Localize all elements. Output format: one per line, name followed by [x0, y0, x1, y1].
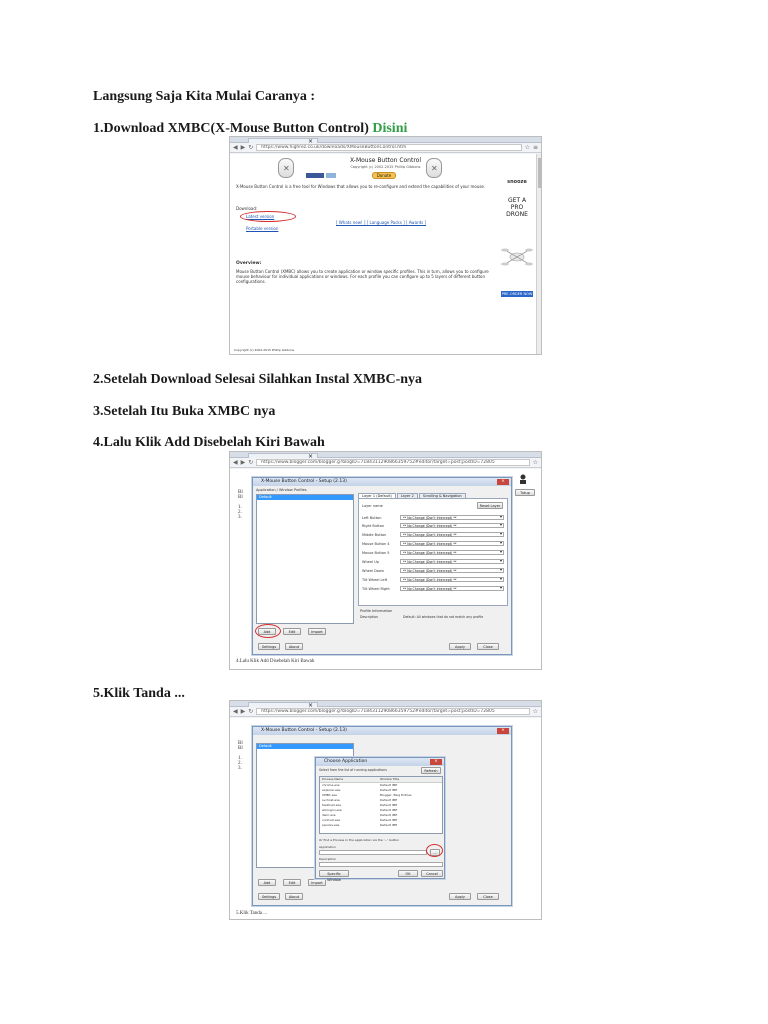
window-title: Default IME — [380, 813, 398, 817]
screenshot-caption: 5.Klik Tanda ... — [236, 911, 267, 916]
action-dropdown[interactable]: ** No Change (Don't Intercept) ** ▾ — [400, 586, 504, 591]
step-2-text: 2.Setelah Download Selesai Silahkan Instal XMBC-nya — [93, 372, 423, 387]
step-5-text: 5.Klik Tanda ... — [93, 686, 185, 701]
sub-dialog-title — [316, 758, 444, 766]
back-icon[interactable]: ◀ — [233, 707, 238, 715]
description-value: Default: All windows that do not match any profile — [403, 615, 484, 619]
close-icon[interactable]: × — [307, 138, 313, 145]
sub-dialog-title-text: Choose Application — [324, 759, 368, 764]
button-row-label: Right Button — [362, 524, 385, 528]
overview-heading: Overview: — [236, 261, 262, 266]
action-dropdown[interactable]: ** No Change (Don't Intercept) ** ▾ — [400, 550, 504, 555]
layer-name-label: Layer name — [362, 504, 383, 508]
copyright-text: Copyright (c) 2002-2015 Phillip Gibbons — [350, 165, 421, 169]
description-label: Description — [319, 857, 337, 861]
about-button[interactable]: About — [285, 643, 303, 650]
mouse-icon: ✕ — [278, 158, 294, 178]
browse-dots-button[interactable]: ... — [430, 849, 440, 856]
pre-order-button[interactable]: PRE-ORDER NOW — [501, 292, 533, 296]
button-row-label: Mouse Button 5 — [362, 551, 390, 555]
page-scrollbar[interactable] — [536, 154, 541, 354]
step-4-text: 4.Lalu Klik Add Disebelah Kiri Bawah — [93, 435, 325, 450]
close-icon[interactable]: × — [497, 728, 509, 734]
browser-tab[interactable] — [248, 453, 318, 458]
back-icon[interactable]: ◀ — [233, 458, 238, 466]
xmbc-website-screenshot — [229, 136, 542, 355]
edit-button[interactable]: Edit — [283, 628, 301, 635]
step-3-text: 3.Setelah Itu Buka XMBC nya — [93, 404, 276, 419]
close-icon[interactable]: × — [430, 759, 442, 765]
apply-button[interactable]: Apply — [449, 893, 471, 900]
close-button[interactable]: Close — [477, 893, 499, 900]
process-name: svchost.exe — [322, 798, 340, 802]
page-footer: Copyright (c) 2002-2015 Phillip Gibbons — [234, 348, 295, 352]
intro-text: Langsung Saja Kita Mulai Caranya : — [93, 89, 316, 104]
ad-line-2: PRO — [510, 204, 524, 211]
action-dropdown[interactable]: ** No Change (Don't Intercept) ** ▾ — [400, 532, 504, 537]
dialog-title — [253, 727, 511, 735]
highlight-circle — [240, 211, 296, 222]
action-dropdown[interactable]: ** No Change (Don't Intercept) ** ▾ — [400, 541, 504, 546]
add-button[interactable]: Add — [258, 879, 276, 886]
browser-tabstrip — [230, 137, 541, 143]
process-name: XMBC.exe — [322, 793, 338, 797]
apply-button[interactable]: Apply — [449, 643, 471, 650]
ad-line-3: DRONE — [506, 211, 528, 218]
process-name: dwm.exe — [322, 813, 336, 817]
process-name: explorer.exe — [322, 788, 341, 792]
browser-tabstrip — [230, 452, 541, 458]
browser-toolbar — [230, 707, 541, 717]
button-row-label: Left Button — [362, 516, 382, 520]
process-name: chrome.exe — [322, 783, 340, 787]
close-button[interactable]: Close — [477, 643, 499, 650]
page-title: X-Mouse Button Control — [349, 157, 422, 164]
refresh-button[interactable]: Refresh — [421, 767, 441, 774]
process-name: winlogon.exe — [322, 808, 342, 812]
drone-icon — [499, 232, 535, 282]
edit-button[interactable]: Edit — [283, 879, 301, 886]
forward-icon[interactable]: ▶ — [240, 143, 246, 151]
dialog-title — [253, 478, 511, 486]
browser-toolbar — [230, 143, 541, 153]
step-1-text — [93, 121, 407, 137]
window-title: Default IME — [380, 798, 398, 802]
button-row-label: Mouse Button 4 — [362, 542, 390, 546]
forward-icon[interactable]: ▶ — [240, 458, 246, 466]
overview-text: Mouse Button Control (XMBC) allows you to create application or window specific profiles. This in turn, allows you to configure mouse behaviour for individual applications or windows. For each profile you can configure up to 5 layers of different button configurations. — [236, 269, 489, 284]
application-label: Application — [319, 845, 336, 849]
star-icon[interactable]: ☆ — [532, 458, 538, 466]
description-input[interactable] — [319, 862, 443, 867]
download-section — [236, 206, 491, 231]
choose-application-dialog — [315, 757, 445, 882]
button-row-label: Tilt Wheel Right — [362, 587, 390, 591]
browser-tab[interactable] — [248, 138, 318, 143]
screenshot-caption: 4.Lalu Klik Add Disebelah Kiri Bawah — [236, 659, 315, 664]
reload-icon[interactable]: ↻ — [248, 143, 254, 151]
process-name: conhost.exe — [322, 818, 341, 822]
tab-layer-1[interactable]: Layer 1 (Default) — [358, 493, 396, 499]
profiles-label: Application / Window Profiles — [256, 488, 307, 492]
add-button[interactable]: Add — [258, 628, 276, 635]
xmbc-setup-dialog — [252, 477, 512, 655]
window-title: Default IME — [380, 783, 398, 787]
side-text-stub: Bl Bl 1. 2. 3. — [238, 741, 243, 771]
star-icon[interactable]: ☆ — [524, 143, 530, 151]
sub-heading: Select from the list of running applications — [319, 768, 387, 772]
address-bar[interactable]: https://www.blogger.com/blogger.g?blogID=7184311290866359752#editor/target=post;postID=72805 — [256, 459, 529, 466]
reset-layer-button[interactable]: Reset Layer — [477, 502, 503, 509]
button-row-label: Wheel Down — [362, 569, 384, 573]
download-link[interactable]: Disini — [372, 121, 408, 136]
publish-button[interactable]: Tutup — [515, 489, 535, 496]
browser-toolbar — [230, 458, 541, 468]
action-dropdown[interactable]: ** No Change (Don't Intercept) ** ▾ — [400, 515, 504, 520]
tab-layer-2[interactable]: Layer 2 — [397, 493, 418, 499]
browser-tabstrip — [230, 701, 541, 707]
browse-hint: Or find a Process in the application via the '...' button — [319, 838, 400, 842]
reload-icon[interactable]: ↻ — [248, 458, 254, 466]
specific-window-button[interactable]: Specific Window — [319, 870, 349, 877]
cancel-button[interactable]: Cancel — [421, 870, 443, 877]
user-icon — [518, 474, 528, 484]
xmbc-setup-dialog — [252, 726, 512, 906]
action-dropdown[interactable]: ** No Change (Don't Intercept) ** ▾ — [400, 559, 504, 564]
process-list[interactable] — [319, 776, 443, 834]
close-icon[interactable]: × — [307, 453, 313, 460]
back-icon[interactable]: ◀ — [233, 143, 238, 151]
layer-panel — [358, 498, 508, 606]
donate-button[interactable]: Donate — [372, 172, 396, 179]
list-item[interactable]: Default — [257, 495, 353, 500]
window-title: Default IME — [380, 788, 398, 792]
process-column-header[interactable]: Process Name — [322, 777, 344, 781]
share-icon[interactable] — [326, 173, 336, 178]
process-name: spoolsv.exe — [322, 823, 340, 827]
ad-brand: snooze — [507, 179, 527, 185]
reload-icon[interactable]: ↻ — [248, 707, 254, 715]
menu-icon[interactable]: ≡ — [532, 143, 538, 151]
window-title: Default IME — [380, 808, 398, 812]
xmbc-setup-screenshot — [229, 451, 542, 670]
portable-version-link[interactable]: Portable version — [246, 226, 279, 231]
scrollbar-thumb[interactable] — [538, 158, 541, 188]
settings-button[interactable]: Settings — [258, 643, 280, 650]
choose-application-screenshot — [229, 700, 542, 920]
button-row-label: Wheel Up — [362, 560, 379, 564]
profile-info-heading: Profile Information — [360, 609, 393, 613]
latest-version-link[interactable]: Latest version — [246, 214, 275, 219]
dialog-title-text: X-Mouse Button Control - Setup (2.13) — [261, 728, 347, 733]
window-column-header[interactable]: Window Title — [380, 777, 400, 781]
button-row-label: Tilt Wheel Left — [362, 578, 388, 582]
window-title: Default IME — [380, 818, 398, 822]
action-dropdown[interactable]: ** No Change (Don't Intercept) ** ▾ — [400, 577, 504, 582]
description-label: Description — [360, 615, 379, 619]
overview-section — [236, 261, 491, 284]
profiles-list[interactable] — [256, 494, 354, 624]
forward-icon[interactable]: ▶ — [240, 707, 246, 715]
action-dropdown[interactable]: ** No Change (Don't Intercept) ** ▾ — [400, 523, 504, 528]
drone-ad[interactable] — [499, 180, 535, 340]
highlight-circle — [426, 844, 443, 857]
dialog-title-text: X-Mouse Button Control - Setup (2.13) — [261, 479, 347, 484]
settings-button[interactable]: Settings — [258, 893, 280, 900]
close-icon[interactable]: × — [497, 479, 509, 485]
application-input[interactable] — [319, 850, 427, 855]
close-icon[interactable]: × — [307, 702, 313, 709]
list-item[interactable]: Default — [257, 744, 353, 749]
ad-line-1: GET A — [507, 197, 527, 204]
xmbc-page — [230, 154, 541, 354]
window-title: Blogger: Blog Entries — [380, 793, 412, 797]
address-bar[interactable]: https://www.blogger.com/blogger.g?blogID=7184311290866359752#editor/target=post;postID=72805 — [256, 708, 529, 715]
download-heading: Download: — [236, 206, 258, 211]
browser-tab[interactable] — [248, 702, 318, 707]
mouse-icon: ✕ — [426, 158, 442, 178]
button-row-label: Middle Button — [362, 533, 387, 537]
facebook-like-icon[interactable] — [306, 173, 324, 178]
process-name: taskhost.exe — [322, 803, 342, 807]
star-icon[interactable]: ☆ — [532, 707, 538, 715]
action-dropdown[interactable]: ** No Change (Don't Intercept) ** ▾ — [400, 568, 504, 573]
side-text-stub: Bl Bl 1. 2. 3. — [238, 490, 243, 520]
address-bar[interactable]: https://www.highrez.co.uk/downloads/XMouseButtonControl.htm — [256, 144, 521, 151]
step-1-label: 1.Download XMBC(X-Mouse Button Control) — [93, 121, 369, 136]
import-button[interactable]: Import — [308, 879, 326, 886]
window-title: Default IME — [380, 823, 398, 827]
highlight-circle — [255, 624, 281, 638]
description-text: X-Mouse Button Control is a free tool for Windows that allows you to re-configure and extend the capabilities of your mouse. — [236, 184, 486, 189]
tab-scrolling[interactable]: Scrolling & Navigation — [419, 493, 466, 499]
window-title: Default IME — [380, 803, 398, 807]
import-button[interactable]: Import — [308, 628, 326, 635]
about-button[interactable]: About — [285, 893, 303, 900]
extra-links[interactable]: [ Whats new! ] [ Language Packs ] [ Awards ] — [336, 220, 427, 225]
table-row[interactable] — [320, 823, 442, 828]
ok-button[interactable]: OK — [398, 870, 418, 877]
